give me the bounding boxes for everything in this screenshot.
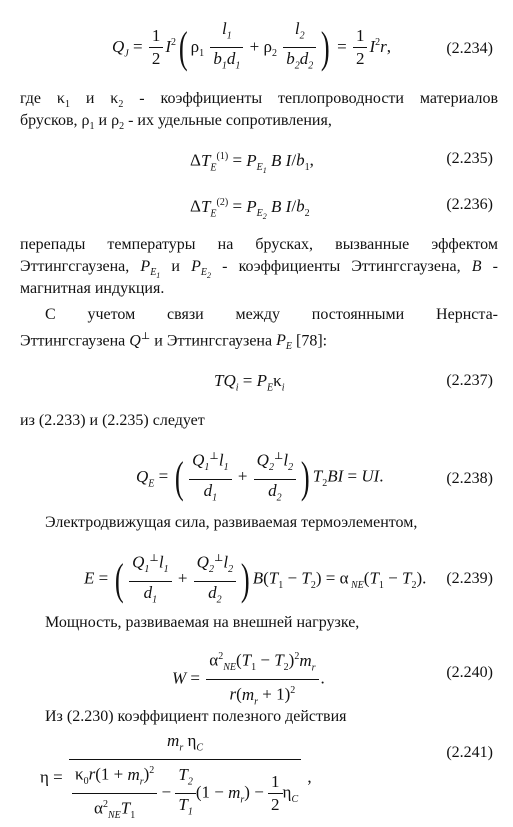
equation-number: (2.241)	[446, 744, 493, 761]
equation-number: (2.239)	[446, 570, 493, 587]
paragraph: брусков, $\rho_1$ и $\rho_2$ - их удельные сопротивления,	[20, 112, 332, 133]
equation-2-235: $\Delta T_E^{(1)} = P_{E_1}$ B $I/b_1$,	[190, 150, 314, 176]
paragraph: Электродвижущая сила, развиваемая термоэлементом,	[45, 514, 418, 531]
paragraph: перепады температуры на брусках, вызванные эффектом	[20, 236, 498, 253]
paragraph: С учетом связи между постоянными Нернста-	[45, 306, 498, 323]
equation-2-238: $Q_E$ = ( $\frac{Q_1^\perp l_1}{d_1}$ + $\frac{Q_2^\perp l_2}{d_2}$ ) $T_2BI$ = UI.	[136, 446, 384, 509]
paragraph: Мощность, развиваемая на внешней нагрузке,	[45, 614, 360, 631]
equation-2-239: E = ( $\frac{Q_1^\perp l_1}{d_1}$ + $\frac{Q_2^\perp l_2}{d_2}$ ) $B(T_1 - T_2) = \alpha$ $_{NE}(T_1 - T_2)$.	[84, 548, 426, 611]
equation-2-241: η = $m_r$ $\eta_C$ $\frac{\kappa_0r(1 + m_r)^2}{\alpha^2_{NE}T_1}$ − $\frac{T_2}{T_1}$ $(1 - m_r)$ − $\frac{1}{2}$ $\eta_C$ ,	[40, 731, 312, 822]
paragraph: Эттингсгаузена, $P_{E_1}$ и $P_{E_2}$ - коэффициенты Эттингсгаузена, B -	[20, 258, 498, 281]
paragraph: где $\kappa_1$ и $\kappa_2$ - коэффициенты теплопроводности материалов	[20, 90, 499, 111]
paragraph: магнитная индукция.	[20, 280, 165, 297]
equation-number: (2.240)	[446, 664, 493, 681]
paragraph: Из (2.230) коэффициент полезного действия	[45, 708, 347, 725]
equation-number: (2.235)	[446, 150, 493, 167]
equation-number: (2.237)	[446, 372, 493, 389]
equation-number: (2.236)	[446, 196, 493, 213]
equation-number: (2.234)	[446, 40, 493, 57]
paragraph: из (2.233) и (2.235) следует	[20, 412, 205, 429]
equation-2-237: $TQ_i = P_E\kappa_i$	[214, 371, 285, 394]
paragraph: Эттингсгаузена Q⊥ и Эттингсгаузена $P_E$ [78]:	[20, 331, 328, 353]
equation-2-236: $\Delta T_E^{(2)} = P_{E_2}$ B $I/b_2$	[190, 196, 310, 222]
equation-2-234: $Q_J$ = $\frac{1}{2}$ $I^2$( $\rho_1$ $\frac{l_1}{b_1d_1}$ + $\rho_2$ $\frac{l_2}{b_2d_2}$ ) = $\frac{1}{2}$ $I^2r$,	[112, 19, 392, 72]
equation-number: (2.238)	[446, 470, 493, 487]
equation-2-240: W = $\frac{\alpha^2_{NE}(T_1 - T_2)^2m_r}{r(m_r + 1)^2}$ .	[172, 646, 325, 713]
